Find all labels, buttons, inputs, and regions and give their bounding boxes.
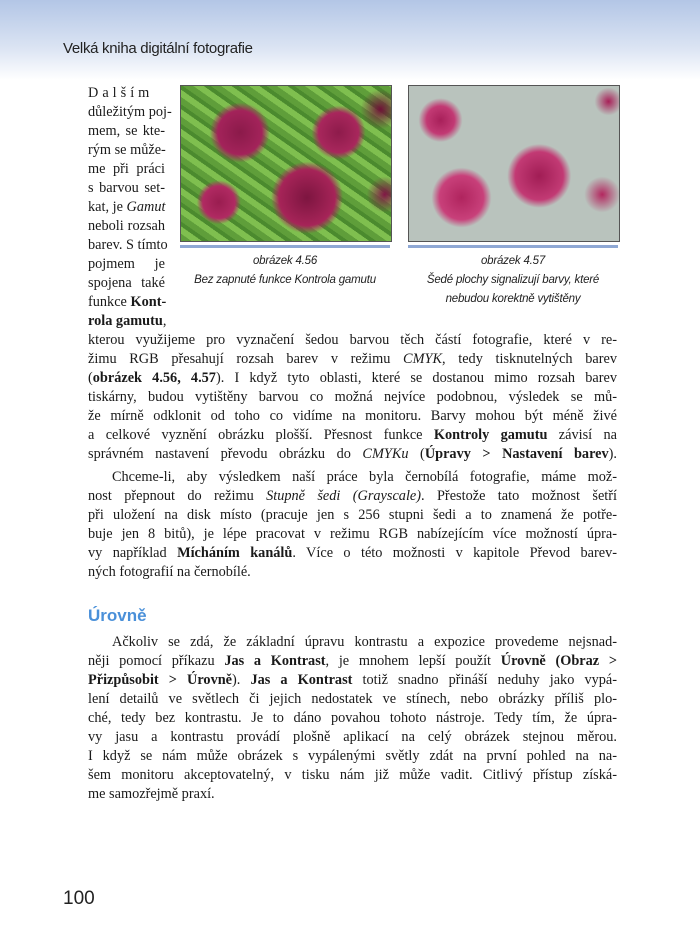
italic-text: Stupně šedi (Grayscale) — [266, 488, 422, 504]
left-column-text — [88, 84, 172, 331]
text-line — [88, 728, 617, 747]
paragraph — [88, 468, 617, 582]
text-run: ných fotografií na černobílé. — [88, 564, 251, 580]
text-run: nost přepnout do režimu — [88, 488, 267, 504]
text-line — [88, 671, 617, 690]
text-line — [88, 544, 617, 563]
text-line — [88, 766, 617, 785]
text-line — [88, 407, 617, 426]
text-run: spojena také — [88, 275, 165, 291]
text-line — [88, 274, 165, 293]
text-run: me při práci — [88, 161, 165, 177]
text-run: při uložení na disk místo (pracuje jen s 256 stupni šedi a to znamená že potře- — [88, 507, 617, 523]
text-line — [88, 217, 165, 236]
figure-underline — [408, 245, 618, 248]
text-line — [88, 179, 165, 198]
text-run: buje jen 8 bitů), je lépe pracovat v režimu RGB nabízejícím více možností úpra- — [88, 526, 617, 542]
section-heading: Úrovně — [88, 606, 147, 625]
text-run: důležitým poj- — [88, 104, 172, 120]
text-line — [88, 690, 617, 709]
text-run: mem, se kte- — [88, 123, 165, 139]
text-line — [88, 487, 617, 506]
text-line — [88, 84, 165, 103]
bold-text: obrázek 4.56, 4.57 — [92, 370, 216, 386]
text-line — [88, 633, 617, 652]
text-run: funkce — [88, 294, 131, 310]
text-line — [88, 563, 617, 582]
text-run: vy jasu a kontrastu provádí plošně aplikací na celý obrázek stejnou měrou. — [88, 729, 617, 745]
text-run: I když se nám může obrázek s vypálenými světly zdát na první pohled na na- — [88, 748, 617, 764]
text-line — [88, 747, 617, 766]
bold-text: Úpravy > Nastavení barev — [424, 446, 609, 462]
bold-text: Kont- — [130, 294, 167, 310]
text-run: s barvou set- — [88, 180, 165, 196]
text-run: me samozřejmě praxí. — [88, 786, 215, 802]
text-line — [88, 160, 165, 179]
text-run: , tedy tisknutelných barev — [441, 351, 617, 367]
text-run: něji pomocí příkazu — [88, 653, 225, 669]
text-run: , — [162, 313, 167, 329]
text-run: ( — [88, 370, 93, 386]
caption-line: Bez zapnuté funkce Kontrola gamutu — [194, 274, 376, 286]
bold-text: Úrovně (Obraz > — [500, 653, 617, 669]
text-run: a celkové vyznění obrázku plošší. Přesnost funkce — [88, 427, 434, 443]
bold-text: Jas a Kontrast — [250, 672, 353, 688]
text-line — [88, 293, 165, 312]
text-line — [88, 525, 617, 544]
text-line — [88, 709, 617, 728]
figure-number: obrázek 4.56 — [252, 255, 318, 267]
figure-4-57-photo — [408, 85, 620, 242]
text-run: . Více o této možnosti v kapitole Převod barev- — [292, 545, 617, 561]
text-run: ( — [408, 446, 425, 462]
text-run: že mírně odklonit od toho co vidíme na monitoru. Barvy mohou být méně živé — [88, 408, 617, 424]
text-run: správném nastavení převodu obrázku do — [88, 446, 363, 462]
paragraph — [88, 331, 617, 464]
text-line — [88, 141, 165, 160]
figure-caption — [170, 252, 400, 290]
figure-caption — [398, 252, 628, 309]
italic-text: CMYKu — [362, 446, 409, 462]
text-line — [88, 426, 617, 445]
text-run: neboli rozsah — [88, 218, 165, 234]
text-line — [88, 103, 172, 122]
text-line — [88, 312, 165, 331]
text-run: tiskárny, budou vytištěny barvou co možná nejvíce podobnou, výsledek se mů- — [88, 389, 617, 405]
text-run: žimu RGB přesahují rozsah barev v režimu — [88, 351, 404, 367]
text-run: rým se může- — [88, 142, 166, 158]
text-run: ). — [608, 446, 618, 462]
text-run: závisí na — [547, 427, 617, 443]
bold-text: Mícháním kanálů — [177, 545, 293, 561]
bold-text: rola gamutu — [88, 313, 163, 329]
text-run: , je mnohem lepší použít — [325, 653, 501, 669]
figure-4-56-photo — [180, 85, 392, 242]
text-line — [88, 468, 617, 487]
text-line — [88, 255, 165, 274]
figure-underline — [180, 245, 390, 248]
text-line — [88, 236, 168, 255]
paragraph — [88, 633, 617, 804]
text-run: Ačkoliv se zdá, že základní úpravu kontrastu a expozice provedeme nejsnad- — [112, 634, 617, 650]
text-line — [88, 388, 617, 407]
bold-text: Přizpůsobit > Úrovně — [88, 672, 233, 688]
text-run: ). I když tyto oblasti, které se dostanou mimo rozsah barev — [215, 370, 617, 386]
text-run: ché, tedy bez kontrastu. Je to dáno povahou tohoto nástroje. Tedy tím, že úpra- — [88, 710, 617, 726]
text-run: lení detailů ve světlech či jejich nedostatek ve stínech, nebo obrázky příliš plo- — [88, 691, 617, 707]
text-line — [88, 506, 617, 525]
text-line — [88, 445, 617, 464]
italic-text: Gamut — [126, 199, 166, 215]
bold-text: Jas a Kontrast — [224, 653, 326, 669]
text-run: šem monitoru akceptovatelný, v tisku nám již může vadit. Citlivý přístup získá- — [88, 767, 617, 783]
text-run: vy například — [88, 545, 178, 561]
text-run: . Přestože tato možnost šetří — [421, 488, 617, 504]
text-line — [88, 369, 617, 388]
text-line — [88, 198, 165, 217]
text-line — [88, 652, 617, 671]
page-number: 100 — [63, 888, 95, 909]
text-run: Chceme-li, aby výsledkem naší práce byla černobílá fotografie, máme mož- — [112, 469, 617, 485]
text-line — [88, 350, 617, 369]
text-run: kterou využijeme pro vyznačení šedou barvou těch částí fotografie, které v re- — [88, 332, 617, 348]
text-run: ). — [232, 672, 251, 688]
caption-line: nebudou korektně vytištěny — [445, 293, 581, 305]
figure-number: obrázek 4.57 — [480, 255, 546, 267]
italic-text: CMYK — [403, 351, 442, 367]
text-run: kat, je — [88, 199, 127, 215]
text-run: barev. S tímto — [88, 237, 168, 253]
text-line — [88, 785, 617, 804]
bold-text: Kontroly gamutu — [433, 427, 548, 443]
text-run: pojmem je — [88, 256, 165, 272]
text-run: Dalším — [88, 85, 154, 101]
text-line — [88, 331, 617, 350]
caption-line: Šedé plochy signalizují barvy, které — [426, 274, 600, 286]
running-title: Velká kniha digitální fotografie — [63, 40, 253, 57]
text-line — [88, 122, 165, 141]
text-run: totiž snadno přináší neduhy jako vypá- — [352, 672, 617, 688]
